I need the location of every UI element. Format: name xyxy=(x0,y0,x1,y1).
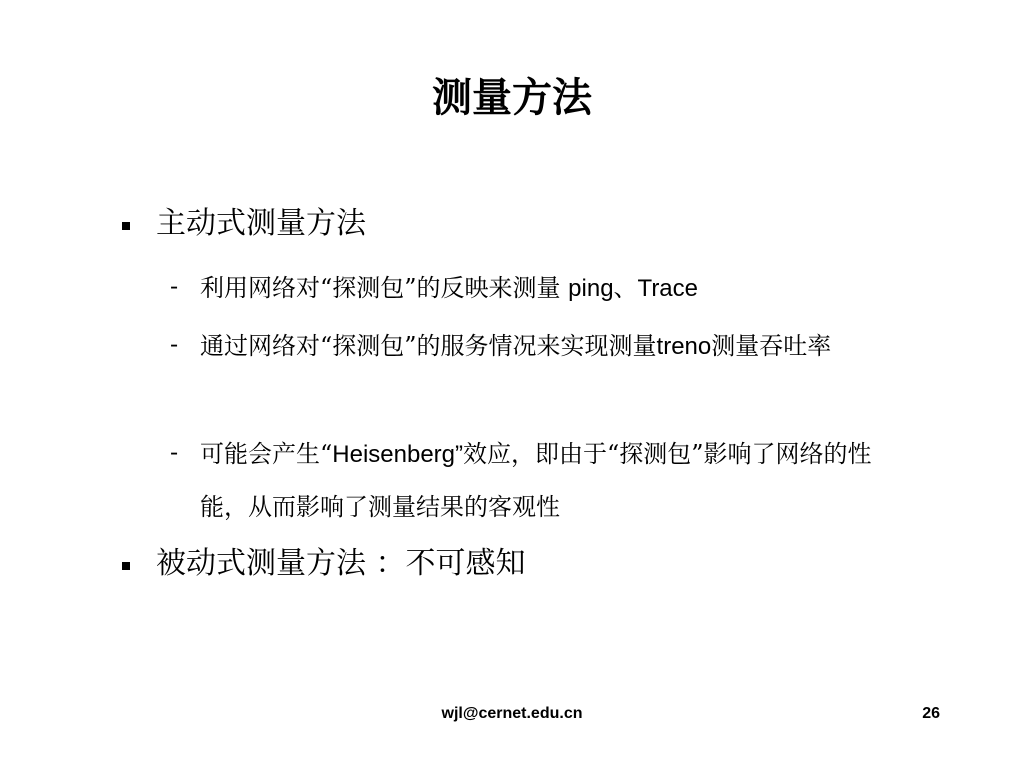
sub-bullet-item-treno xyxy=(170,320,910,373)
sub-bullet-text-latin: treno xyxy=(656,333,712,360)
slide-title: 测量方法 xyxy=(432,74,592,121)
square-bullet-icon xyxy=(122,222,130,230)
sub-bullet-text xyxy=(200,262,900,315)
sub-bullet-text-cn-after: 测量吞吐率 xyxy=(711,332,832,360)
square-bullet-icon xyxy=(122,562,130,570)
dash-bullet: - xyxy=(170,272,179,300)
bullet-item-active-measurement xyxy=(122,204,366,244)
sub-bullet-text-cn-after: 效应，即由于“探测包”影响了网络的性能，从而影响了测量结果的客观性 xyxy=(200,440,872,521)
bullet-item-passive-measurement xyxy=(122,544,526,584)
sub-bullet-text-cn: 可能会产生“ xyxy=(200,440,333,468)
sub-bullet-item-ping xyxy=(170,262,910,315)
bullet-text: 主动式测量方法 xyxy=(156,206,366,241)
bullet-text: 被动式测量方法 ：不可感知 xyxy=(156,546,526,581)
sub-bullet-text-latin: ping、Trace xyxy=(568,275,699,302)
dash-bullet: - xyxy=(170,438,179,466)
dash-bullet: - xyxy=(170,330,179,358)
page-number: 26 xyxy=(922,705,940,722)
sub-bullet-text-cn: 利用网络对“探测包”的反映来测量 xyxy=(200,274,569,302)
sub-bullet-text xyxy=(200,428,900,533)
sub-bullet-text-latin: Heisenberg” xyxy=(332,441,464,468)
footer-email: wjl@cernet.edu.cn xyxy=(441,705,583,722)
sub-bullet-text xyxy=(200,320,900,373)
sub-bullet-item-heisenberg xyxy=(170,428,910,533)
sub-bullet-text-cn: 通过网络对“探测包”的服务情况来实现测量 xyxy=(200,332,657,360)
